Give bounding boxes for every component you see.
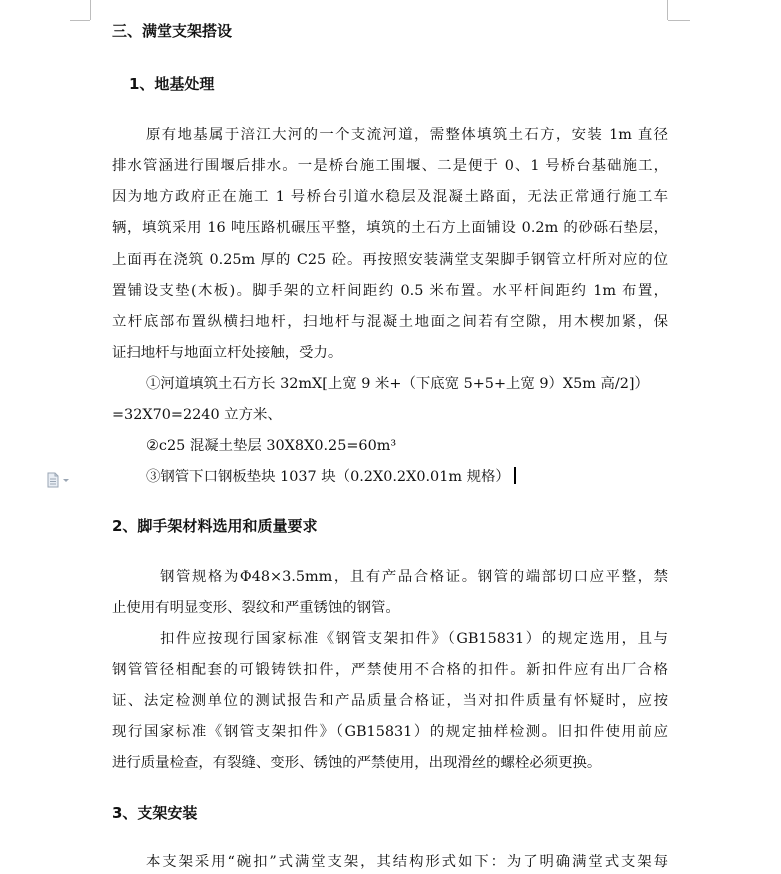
paragraph-line: 进行质量检查，有裂缝、变形、锈蚀的严禁使用，出现滑丝的螺栓必须更换。 xyxy=(112,755,602,771)
crop-mark-left-vertical xyxy=(90,0,91,20)
crop-mark-right-horizontal xyxy=(668,20,690,21)
subheading-installation: 3、支架安装 xyxy=(112,804,198,822)
paragraph-line: 现行国家标准《钢管支架扣件》（GB15831）的规定抽样检测。旧扣件使用前应 xyxy=(112,724,668,740)
paragraph-line: 钢管规格为Φ48×3.5mm，且有产品合格证。钢管的端部切口应平整，禁 xyxy=(160,569,668,585)
paragraph-line: 立杆底部布置纵横扫地杆，扫地杆与混凝土地面之间若有空隙，用木楔加紧，保 xyxy=(112,314,668,330)
paragraph-line: 本支架采用“碗扣”式满堂支架，其结构形式如下：为了明确满堂式支架每 xyxy=(146,854,668,870)
list-item-concrete: ②c25 混凝土垫层 30X8X0.25=60m³ xyxy=(146,438,397,454)
paragraph-line: 证扫地杆与地面立杆处接触，受力。 xyxy=(112,345,343,361)
paragraph-line: 证、法定检测单位的测试报告和产品质量合格证，当对扣件质量有怀疑时，应按 xyxy=(112,693,668,709)
paragraph-line: 扣件应按现行国家标准《钢管支架扣件》（GB15831）的规定选用，且与 xyxy=(160,631,668,647)
paragraph-line: 辆，填筑采用 16 吨压路机碾压平整，填筑的土石方上面铺设 0.2m 的砂砾石垫层， xyxy=(112,220,668,236)
document-icon-graphic xyxy=(46,472,74,488)
list-item-steel-plate-text: ③钢管下口钢板垫块 1037 块（0.2X0.2X0.01m 规格） xyxy=(146,469,510,485)
crop-mark-left-horizontal xyxy=(70,20,90,21)
paragraph-line: 原有地基属于涪江大河的一个支流河道，需整体填筑土石方，安装 1m 直径 xyxy=(146,127,668,143)
paragraph-line: 上面再在浇筑 0.25m 厚的 C25 砼。再按照安装满堂支架脚手钢管立杆所对应的位 xyxy=(112,252,668,268)
subheading-materials: 2、脚手架材料选用和质量要求 xyxy=(112,517,318,535)
paragraph-line: 钢管管径相配套的可锻铸铁扣件，严禁使用不合格的扣件。新扣件应有出厂合格 xyxy=(112,662,668,678)
paragraph-line: 排水管涵进行围堰后排水。一是桥台施工围堰、二是便于 0、1 号桥台基础施工， xyxy=(112,158,668,174)
crop-mark-right-vertical xyxy=(667,0,668,20)
paragraph-line: 因为地方政府正在施工 1 号桥台引道水稳层及混凝土路面，无法正常通行施工车 xyxy=(112,189,668,205)
section-heading: 三、满堂支架搭设 xyxy=(112,22,233,40)
paragraph-line: 置铺设支垫(木板)。脚手架的立杆间距约 0.5 米布置。水平杆间距约 1m 布置， xyxy=(112,283,668,299)
document-icon[interactable] xyxy=(46,472,74,488)
list-item-earthwork: ①河道填筑土石方长 32mX[上宽 9 米+（下底宽 5+5+上宽 9）X5m 高/2]） xyxy=(146,376,649,392)
paragraph-line: 止使用有明显变形、裂纹和严重锈蚀的钢管。 xyxy=(112,600,400,616)
list-item-earthwork-result: =32X70=2240 立方米、 xyxy=(112,407,282,423)
subheading-foundation: 1、地基处理 xyxy=(129,75,215,93)
list-item-steel-plate xyxy=(146,467,668,487)
text-cursor xyxy=(514,467,516,484)
